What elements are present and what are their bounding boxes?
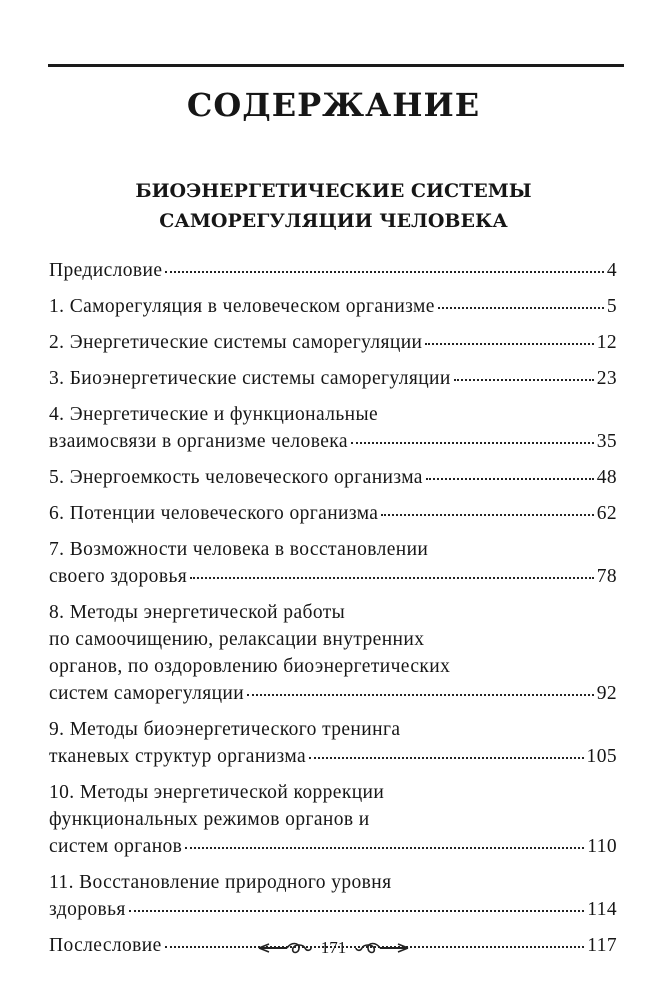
toc-entry-text: систем органов: [49, 836, 183, 857]
dot-leader: [425, 343, 593, 345]
toc-entry-line: [49, 716, 617, 743]
toc-entry-line: [49, 599, 617, 626]
page-title: СОДЕРЖАНИЕ: [186, 86, 481, 124]
toc-entry-line: [49, 680, 617, 707]
toc-entry: [49, 869, 617, 923]
dot-leader: [454, 379, 594, 381]
toc-entry-text: по самоочищению, релаксации внутренних: [49, 629, 425, 650]
toc-entry-text: 10. Методы энергетической коррекции: [49, 782, 385, 803]
toc-entry-text: 6. Потенции человеческого организма: [49, 503, 379, 524]
toc-page-number: 5: [606, 296, 617, 317]
section-title: [0, 176, 667, 236]
page-footer: [0, 938, 667, 958]
toc-entry: [49, 401, 617, 455]
toc-entry-text: органов, по оздоровлению биоэнергетических: [49, 656, 451, 677]
table-of-contents: [49, 257, 617, 968]
toc-entry: [49, 365, 617, 392]
toc-entry: [49, 293, 617, 320]
toc-entry-text: Предисловие: [49, 260, 163, 281]
toc-entry-text: 5. Энергоемкость человеческого организма: [49, 467, 423, 488]
toc-entry: [49, 500, 617, 527]
toc-entry-text: 3. Биоэнергетические системы саморегуляции: [49, 368, 451, 389]
toc-entry-line: [49, 626, 617, 653]
right-ornament-icon: [354, 941, 410, 955]
toc-page-number: 105: [586, 746, 617, 767]
toc-entry: [49, 716, 617, 770]
toc-entry-text: 8. Методы энергетической работы: [49, 602, 346, 623]
toc-entry-line: [49, 563, 617, 590]
dot-leader: [381, 514, 593, 516]
dot-leader: [129, 910, 584, 912]
toc-entry-text: 2. Энергетические системы саморегуляции: [49, 332, 423, 353]
toc-entry-line: [49, 329, 617, 356]
toc-page-number: 12: [596, 332, 617, 353]
toc-entry: [49, 536, 617, 590]
toc-entry-text: 1. Саморегуляция в человеческом организме: [49, 296, 435, 317]
toc-entry-line: [49, 257, 617, 284]
dot-leader: [426, 478, 594, 480]
toc-entry-text: своего здоровья: [49, 566, 188, 587]
section-title-line-1: БИОЭНЕРГЕТИЧЕСКИЕ СИСТЕМЫ: [135, 180, 532, 202]
toc-page-number: 114: [587, 899, 617, 920]
section-title-line-2: САМОРЕГУЛЯЦИИ ЧЕЛОВЕКА: [159, 210, 508, 232]
toc-entry-line: [49, 833, 617, 860]
top-rule: [48, 64, 624, 67]
toc-entry-text: здоровья: [49, 899, 126, 920]
left-ornament-icon: [257, 941, 313, 955]
toc-page-number: 78: [596, 566, 617, 587]
toc-entry-text: 7. Возможности человека в восстановлении: [49, 539, 429, 560]
toc-page-number: 62: [596, 503, 617, 524]
toc-entry-line: [49, 779, 617, 806]
toc-entry-text: функциональных режимов органов и: [49, 809, 370, 830]
dot-leader: [165, 271, 603, 273]
toc-entry-line: [49, 401, 617, 428]
dot-leader: [185, 847, 584, 849]
toc-page-number: 48: [596, 467, 617, 488]
toc-entry: [49, 779, 617, 860]
dot-leader: [247, 694, 594, 696]
toc-entry-text: Послесловие: [49, 935, 162, 956]
toc-page-number: 23: [596, 368, 617, 389]
toc-page-number: 110: [587, 836, 617, 857]
dot-leader: [190, 577, 594, 579]
toc-entry-line: [49, 536, 617, 563]
toc-entry-line: [49, 743, 617, 770]
toc-entry-line: [49, 365, 617, 392]
toc-entry-text: 9. Методы биоэнергетического тренинга: [49, 719, 401, 740]
toc-entry-line: [49, 869, 617, 896]
toc-entry-line: [49, 806, 617, 833]
toc-entry: [49, 599, 617, 707]
toc-entry-line: [49, 464, 617, 491]
toc-entry-line: [49, 896, 617, 923]
toc-entry-text: тканевых структур организма: [49, 746, 307, 767]
toc-entry-text: 4. Энергетические и функциональные: [49, 404, 379, 425]
page-number: 171: [320, 938, 347, 957]
toc-entry-line: [49, 428, 617, 455]
toc-page-number: 35: [596, 431, 617, 452]
toc-page-number: 117: [587, 935, 617, 956]
dot-leader: [309, 757, 584, 759]
toc-entry-text: систем саморегуляции: [49, 683, 245, 704]
toc-entry-text: взаимосвязи в организме человека: [49, 431, 348, 452]
toc-entry-line: [49, 293, 617, 320]
toc-entry-line: [49, 653, 617, 680]
toc-entry: [49, 257, 617, 284]
dot-leader: [351, 442, 594, 444]
dot-leader: [438, 307, 604, 309]
toc-entry: [49, 329, 617, 356]
toc-entry-line: [49, 500, 617, 527]
toc-entry: [49, 464, 617, 491]
toc-page-number: 4: [606, 260, 617, 281]
toc-entry-text: 11. Восстановление природного уровня: [49, 872, 392, 893]
toc-page-number: 92: [596, 683, 617, 704]
